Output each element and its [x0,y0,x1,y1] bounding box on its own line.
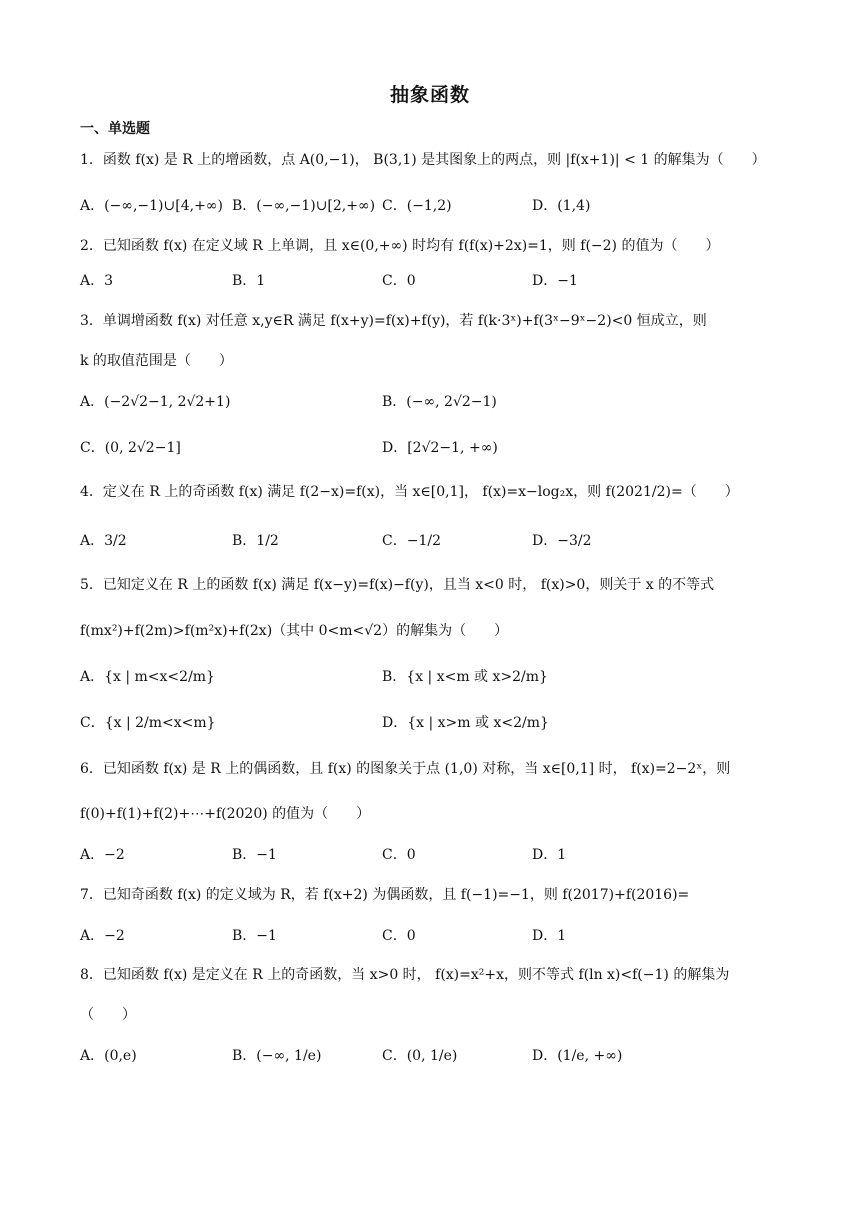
question-6-option-b: B．−1 [232,847,277,863]
question-2-option-c: C．0 [382,273,416,289]
question-1-option-c: C．(−1,2) [382,198,452,214]
question-3-option-a: A．(−2√2−1, 2√2+1) [80,394,231,410]
question-5-option-a: A．{x | m<x<2/m} [80,669,215,685]
question-8-option-d: D．(1/e, +∞) [532,1048,623,1064]
question-4-option-b: B．1/2 [232,533,279,549]
question-6-option-c: C．0 [382,847,416,863]
question-5-stem-line-1: 5．已知定义在 R 上的函数 f(x) 满足 f(x−y)=f(x)−f(y)，且当 x<0 时， f(x)>0，则关于 x 的不等式 [80,577,715,593]
question-6-stem-line-1: 6．已知函数 f(x) 是 R 上的偶函数，且 f(x) 的图象关于点 (1,0) 对称，当 x∈[0,1] 时， f(x)=2−2ˣ，则 [80,761,731,777]
question-4-stem: 4．定义在 R 上的奇函数 f(x) 满足 f(2−x)=f(x)，当 x∈[0,1]， f(x)=x−log₂x，则 f(2021/2)=（ ） [80,484,739,500]
question-7-option-c: C．0 [382,928,416,944]
question-4-option-a: A．3/2 [80,533,127,549]
question-3-option-c: C．(0, 2√2−1] [80,440,181,456]
question-8-option-c: C．(0, 1/e) [382,1048,458,1064]
question-7-option-b: B．−1 [232,928,277,944]
question-1-option-b: B．(−∞,−1)∪[2,+∞) [232,198,376,214]
question-6-option-d: D．1 [532,847,567,863]
question-8-stem-line-1: 8．已知函数 f(x) 是定义在 R 上的奇函数，当 x>0 时， f(x)=x²+x，则不等式 f(ln x)<f(−1) 的解集为 [80,967,730,983]
question-2-option-a: A．3 [80,273,114,289]
question-5-stem-line-2: f(mx²)+f(2m)>f(m²x)+f(2x)（其中 0<m<√2）的解集为（ ） [80,623,509,639]
page-title: 抽象函数 [389,84,470,106]
question-3-stem-line-2: k 的取值范围是（ ） [80,353,233,369]
question-5-option-c: C．{x | 2/m<x<m} [80,715,216,731]
question-6-option-a: A．−2 [80,847,125,863]
question-3-option-d: D．[2√2−1, +∞) [382,440,498,456]
question-3-option-b: B．(−∞, 2√2−1) [382,394,497,410]
question-3-stem-line-1: 3．单调增函数 f(x) 对任意 x,y∈R 满足 f(x+y)=f(x)+f(y)，若 f(k·3ˣ)+f(3ˣ−9ˣ−2)<0 恒成立，则 [80,313,707,329]
section-heading: 一、单选题 [80,121,150,137]
question-1-option-d: D．(1,4) [532,198,591,214]
question-6-stem-line-2: f(0)+f(1)+f(2)+⋯+f(2020) 的值为（ ） [80,806,371,822]
question-7-stem: 7．已知奇函数 f(x) 的定义域为 R，若 f(x+2) 为偶函数，且 f(−1)=−1，则 f(2017)+f(2016)= [80,887,690,903]
question-8-option-a: A．(0,e) [80,1048,137,1064]
question-7-option-d: D．1 [532,928,567,944]
question-4-option-d: D．−3/2 [532,533,592,549]
question-1-option-a: A．(−∞,−1)∪[4,+∞) [80,198,223,214]
question-4-option-c: C．−1/2 [382,533,441,549]
question-5-option-b: B．{x | x<m 或 x>2/m} [382,669,548,685]
question-7-option-a: A．−2 [80,928,125,944]
question-2-stem: 2．已知函数 f(x) 在定义域 R 上单调，且 x∈(0,+∞) 时均有 f(f(x)+2x)=1，则 f(−2) 的值为（ ） [80,238,720,254]
question-5-option-d: D．{x | x>m 或 x<2/m} [382,715,549,731]
question-8-option-b: B．(−∞, 1/e) [232,1048,322,1064]
question-8-stem-line-2: （ ） [80,1007,136,1023]
question-2-option-b: B．1 [232,273,266,289]
question-2-option-d: D．−1 [532,273,578,289]
question-1-stem: 1．函数 f(x) 是 R 上的增函数，点 A(0,−1)， B(3,1) 是其图象上的两点，则 |f(x+1)| < 1 的解集为（ ） [80,152,766,168]
